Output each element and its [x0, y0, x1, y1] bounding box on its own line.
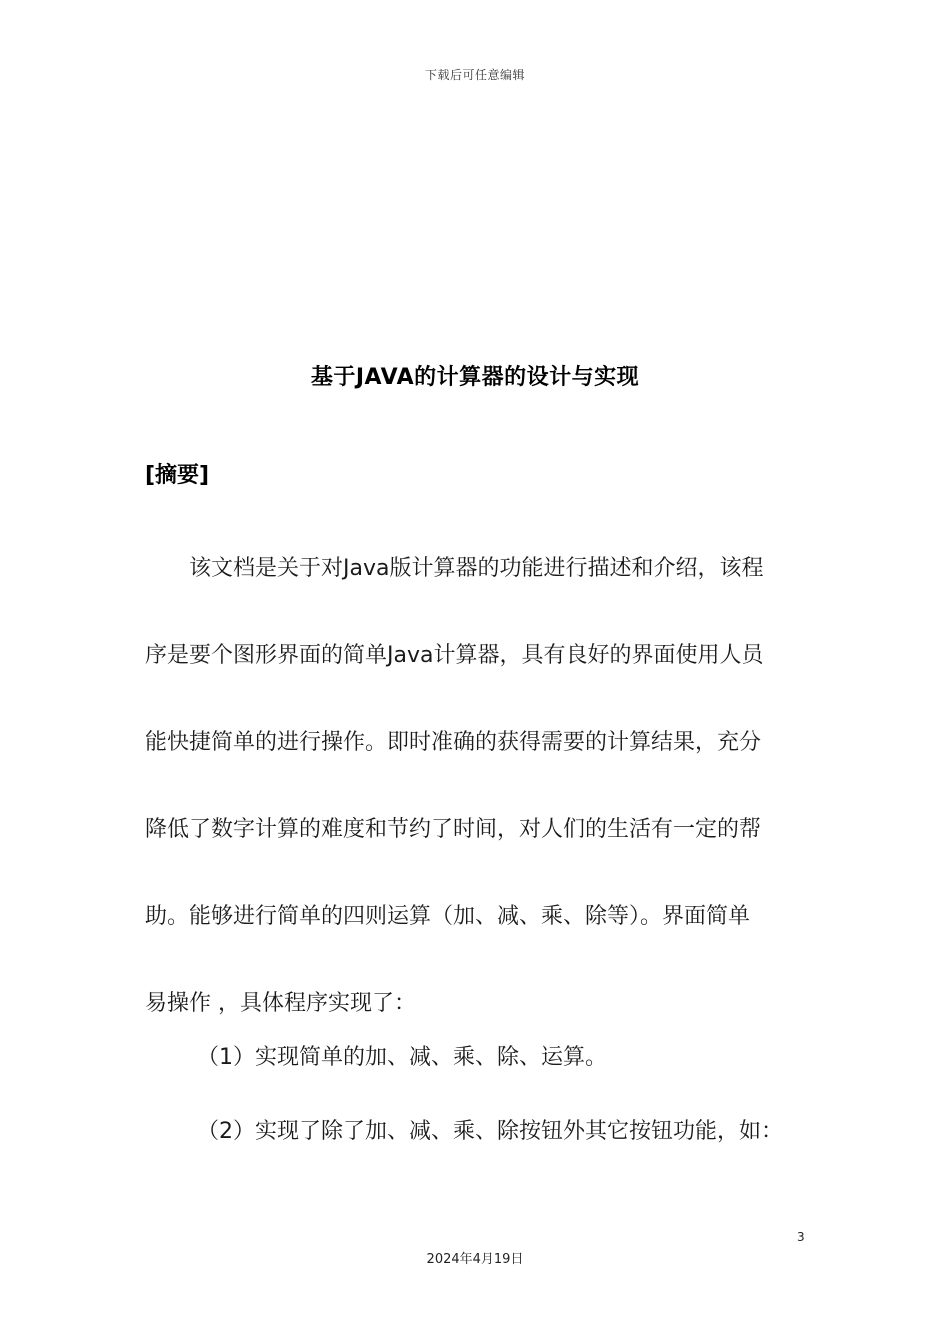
footer-date: 2024年4月19日: [426, 1252, 524, 1267]
abstract-line: 能快捷简单的进行操作。即时准确的获得需要的计算结果，充分: [145, 730, 762, 755]
abstract-line: 序是要个图形界面的简单Java计算器，具有良好的界面使用人员: [145, 643, 764, 668]
abstract-line: 该文档是关于对Java版计算器的功能进行描述和介绍，该程: [189, 556, 764, 581]
page-number: 3: [797, 1230, 805, 1244]
header-note: 下载后可任意编辑: [424, 68, 525, 82]
abstract-heading: [摘要]: [145, 463, 210, 488]
list-item: （1）实现简单的加、减、乘、除、运算。: [197, 1045, 607, 1070]
abstract-line: 降低了数字计算的难度和节约了时间，对人们的生活有一定的帮: [145, 817, 762, 842]
abstract-line: 易操作 ，具体程序实现了：: [145, 991, 416, 1016]
list-item: （2）实现了除了加、减、乘、除按钮外其它按钮功能，如：: [197, 1119, 783, 1144]
abstract-line: 助。能够进行简单的四则运算（加、减、乘、除等）。界面简单: [145, 904, 751, 929]
abstract-paragraph: [145, 525, 807, 1047]
document-title: 基于JAVA的计算器的设计与实现: [310, 365, 640, 390]
